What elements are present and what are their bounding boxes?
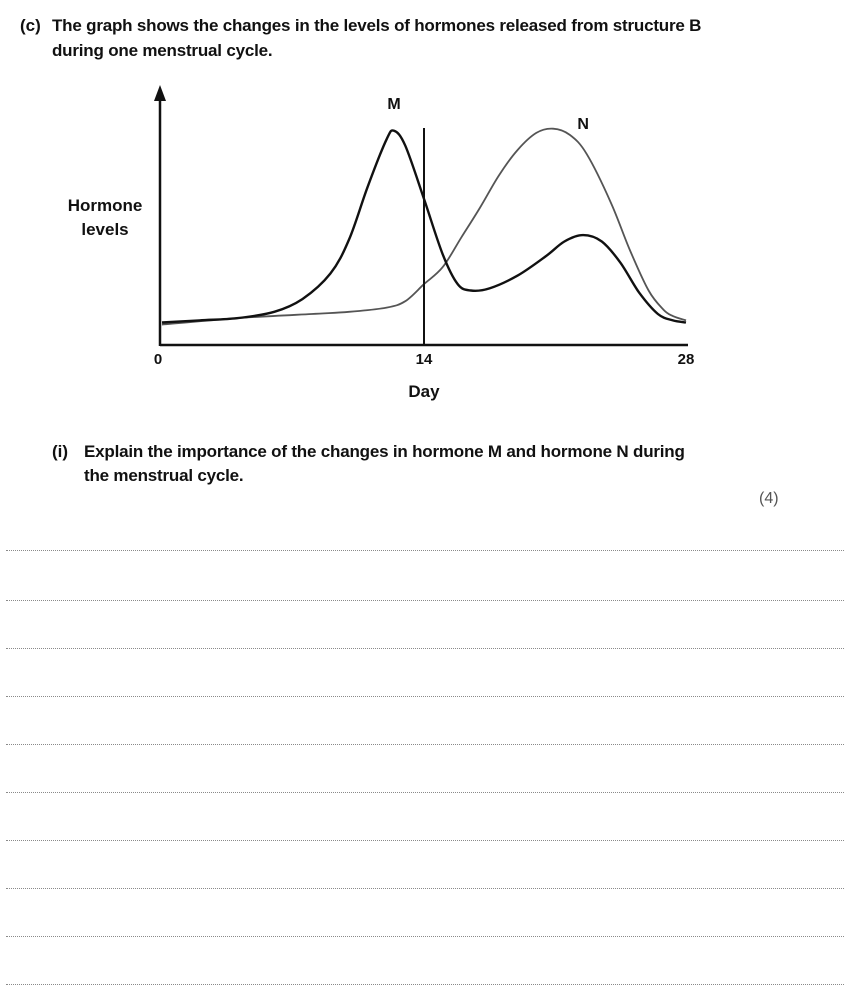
part-i-label: (i) [52,442,69,461]
y-axis-label-line: levels [81,220,129,239]
answer-line[interactable] [6,888,844,889]
question-text-line-1: The graph shows the changes in the levels of hormones released from structure B [52,16,702,35]
answer-line[interactable] [6,936,844,937]
answer-line[interactable] [6,648,844,649]
answer-line[interactable] [6,696,844,697]
x-tick-label: 28 [677,351,695,368]
answer-line[interactable] [6,744,844,745]
hormone-graph [0,0,857,420]
y-axis-label-line: Hormone [67,196,143,215]
part-i-text-line-2: the menstrual cycle. [84,466,244,485]
answer-line[interactable] [6,600,844,601]
series-m-label: M [387,96,401,113]
answer-line[interactable] [6,840,844,841]
answer-line[interactable] [6,792,844,793]
answer-line[interactable] [6,984,844,985]
y-axis-arrowhead [154,85,166,101]
x-axis-label: Day [408,382,440,401]
answer-line[interactable] [6,550,844,551]
x-tick-label: 0 [153,351,163,368]
part-i-text-line-1: Explain the importance of the changes in hormone M and hormone N during [84,442,685,461]
series-n-label: N [577,116,589,133]
marks-indicator: (4) [759,490,779,507]
x-tick-label: 14 [415,351,433,368]
question-text-line-2: during one menstrual cycle. [52,41,273,60]
question-label: (c) [20,16,41,35]
